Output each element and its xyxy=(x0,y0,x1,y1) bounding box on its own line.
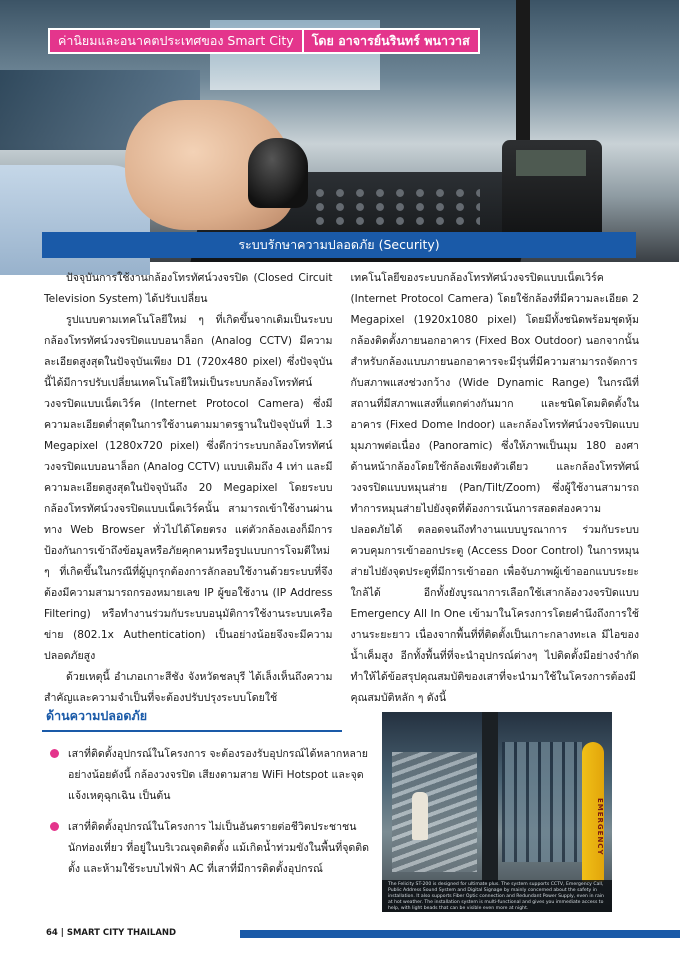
page-label: 64 | SMART CITY THAILAND xyxy=(46,928,177,938)
photo-caption: The Felicity ST-200 is designed for ultimate plus. The system supports CCTV, Emergency Call, Public Address Sound System and Digital Signage by mainly concerned about the safety in installation. It also supports Fiber Optic connection and Redundant Power Supply, even in rain at hot weather. The installation system is multi-functional and gives you immediate access to help, with light beads that can be visible even more at night. xyxy=(382,880,612,912)
page-footer xyxy=(0,924,679,946)
photo-gate xyxy=(502,742,582,862)
radio-antenna xyxy=(516,0,530,142)
column-left xyxy=(44,268,333,704)
console-keys xyxy=(310,186,480,226)
safety-box xyxy=(42,706,372,906)
list-item xyxy=(42,744,372,807)
bullet-icon xyxy=(50,822,59,831)
bullet-icon xyxy=(50,749,59,758)
list-item-text: เสาที่ติดตั้งอุปกรณ์ในโครงการ จะต้องรองรับอุปกรณ์ได้หลากหลาย อย่างน้อยดังนี้ กล้องวงจรปิด เสียงตามสาย WiFi Hotspot และจุดแจ้งเหตุฉุกเฉิน เป็นต้น xyxy=(68,748,368,802)
safety-title: ด้านความปลอดภัย xyxy=(42,706,342,732)
column-right xyxy=(350,268,640,704)
article-body xyxy=(44,268,639,704)
paragraph: รูปแบบตามเทคโนโลยีใหม่ ๆ ที่เกิดขึ้นจากเดิมเป็นระบบกล้องโทรทัศน์วงจรปิดแบบอนาล็อก (Analog CCTV) มีความละเอียดสูงสุดในปัจจุบันเพียง D1 (720x480 pixel) ซึ่งปัจจุบันนี้ได้มีการปรับเปลี่ยนเทคโนโลยีใหม่เป็นระบบกล้องโทรทัศน์วงจรปิดแบบเน็ตเวิร์ค (Internet Protocol Camera) ซึ่งมีความละเอียดต่ำสุดในการใช้งานตามมาตรฐานในปัจจุบันที่ 1.3 Megapixel (1280x720 pixel) ซึ่งดีกว่าระบบกล้องโทรทัศน์วงจรปิดแบบอนาล็อก (Analog CCTV) แบบเดิมถึง 4 เท่า และมีความละเอียดสูงสุดในปัจจุบันถึง 20 Megapixel โดยระบบกล้องโทรทัศน์วงจรปิดแบบเน็ตเวิร์คนั้น สามารถเข้าใช้งานผ่านทาง Web Browser ทั่วไปได้โดยตรง แต่ตัวกล้องเองก็มีการป้องกันการเข้าถึงข้อมูลหรือภัยคุกคามหรือรูปแบบการโจมตีใหม่ ๆ ที่เกิดขึ้นในกรณีที่ผู้บุกรุกต้องการลักลอบใช้งานด้วยระบบที่จึงต้องมีความสามารถกรองหมายเลข IP ผู้ขอใช้งาน (IP Address Filtering) หรือทำงานร่วมกับระบบอนุมัติการใช้งานระบบเครือข่าย (802.1x Authentication) เป็นอย่างน้อยจึงจะมีความปลอดภัยสูง xyxy=(44,314,333,662)
column-tag: ค่านิยมและอนาคตประเทศของ Smart City xyxy=(48,28,304,54)
photo-staircase xyxy=(392,752,477,872)
pole-label: EMERGENCY xyxy=(596,798,604,856)
photo-pillar xyxy=(482,712,498,882)
radio-screen xyxy=(516,150,586,176)
column-header xyxy=(48,28,480,54)
emergency-pole-photo xyxy=(382,712,612,912)
list-item-text: เสาที่ติดตั้งอุปกรณ์ในโครงการ ไม่เป็นอันตรายต่อชีวิตประชาชน นักท่องเที่ยว ที่อยู่ในบริเวณจุดติดตั้ง แม้เกิดน้ำท่วมขังในพื้นที่จุดติดตั้ง และห้ามใช้ระบบไฟฟ้า AC ที่เสาที่มีการติดตั้งอุปกรณ์ xyxy=(68,821,370,875)
paragraph: ปัจจุบันการใช้งานกล้องโทรทัศน์วงจรปิด (Closed Circuit Television System) ได้ปรับเปลี่ยน xyxy=(44,272,333,305)
list-item xyxy=(42,817,372,880)
section-title: ระบบรักษาความปลอดภัย (Security) xyxy=(42,232,636,258)
footer-bar xyxy=(240,930,680,938)
photo-person xyxy=(412,792,428,840)
paragraph: เทคโนโลยีของระบบกล้องโทรทัศน์วงจรปิดแบบเน็ตเวิร์ค (Internet Protocol Camera) โดยใช้กล้องที่มีความละเอียด 2 Megapixel (1920x1080 pixel) โดยมีทั้งชนิดพร้อมชุดหุ้มกล้องติดตั้งภายนอกอาคาร (Fixed Box Outdoor) นอกจากนั้นสำหรับกล้องแบบภายนอกอาคารจะมีรุ่นที่มีความสามารถจัดการกับสภาพแสงช่วงกว้าง (Wide Dynamic Range) ในกรณีที่สถานที่มีสภาพแสงที่แตกต่างกันมาก และชนิดโดมติดตั้งในอาคาร (Fixed Dome Indoor) และกล้องโทรทัศน์วงจรปิดแบบมุมภาพต่อเนื่อง (Panoramic) ซึ่งให้ภาพเป็นมุม 180 องศา ด้านหน้ากล้องโดยใช้กล้องเพียงตัวเดียว และกล้องโทรทัศน์วงจรปิดแบบหมุนส่าย (Pan/Tilt/Zoom) ซึ่งผู้ใช้งานสามารถทำการหมุนส่ายไปยังจุดที่ต้องการเน้นการสอดส่องความปลอดภัยได้ ตลอดจนถึงทำงานแบบบูรณาการ ร่วมกับระบบควบคุมการเข้าออกประตู (Access Door Control) ในการหมุนส่ายไปยังจุดประตูที่มีการเข้าออก เพื่อจับภาพผู้เข้าออกแบบระยะใกล้ได้ อีกทั้งยังบูรณาการเลือกใช้เสากล้องวงจรปิดแบบ Emergency All In One เข้ามาในโครงการโดยคำนึงถึงการใช้งานระยะยาว เนื่องจากพื้นที่ที่ติดตั้งเป็นเกาะกลางทะเล มีไอของ น้ำเค็มสูง อีกทั้งพื้นที่ที่จะนำอุปกรณ์ต่างๆ ไปติดตั้งมีอย่างจำกัด ทำให้ได้ข้อสรุปคุณสมบัติของเสาที่จะนำมาใช้ในโครงการต้องมีคุณสมบัติหลัก ๆ ดังนี้ xyxy=(350,272,639,704)
joystick-knob xyxy=(248,138,308,208)
author-tag: โดย อาจารย์นรินทร์ พนาวาส xyxy=(304,28,480,54)
safety-list xyxy=(42,744,372,880)
paragraph: ด้วยเหตุนี้ อำเภอเกาะสีชัง จังหวัดชลบุรี ได้เล็งเห็นถึงความสำคัญและความจำเป็นที่จะต้องปรับปรุงระบบโดยใช้ xyxy=(44,671,333,704)
